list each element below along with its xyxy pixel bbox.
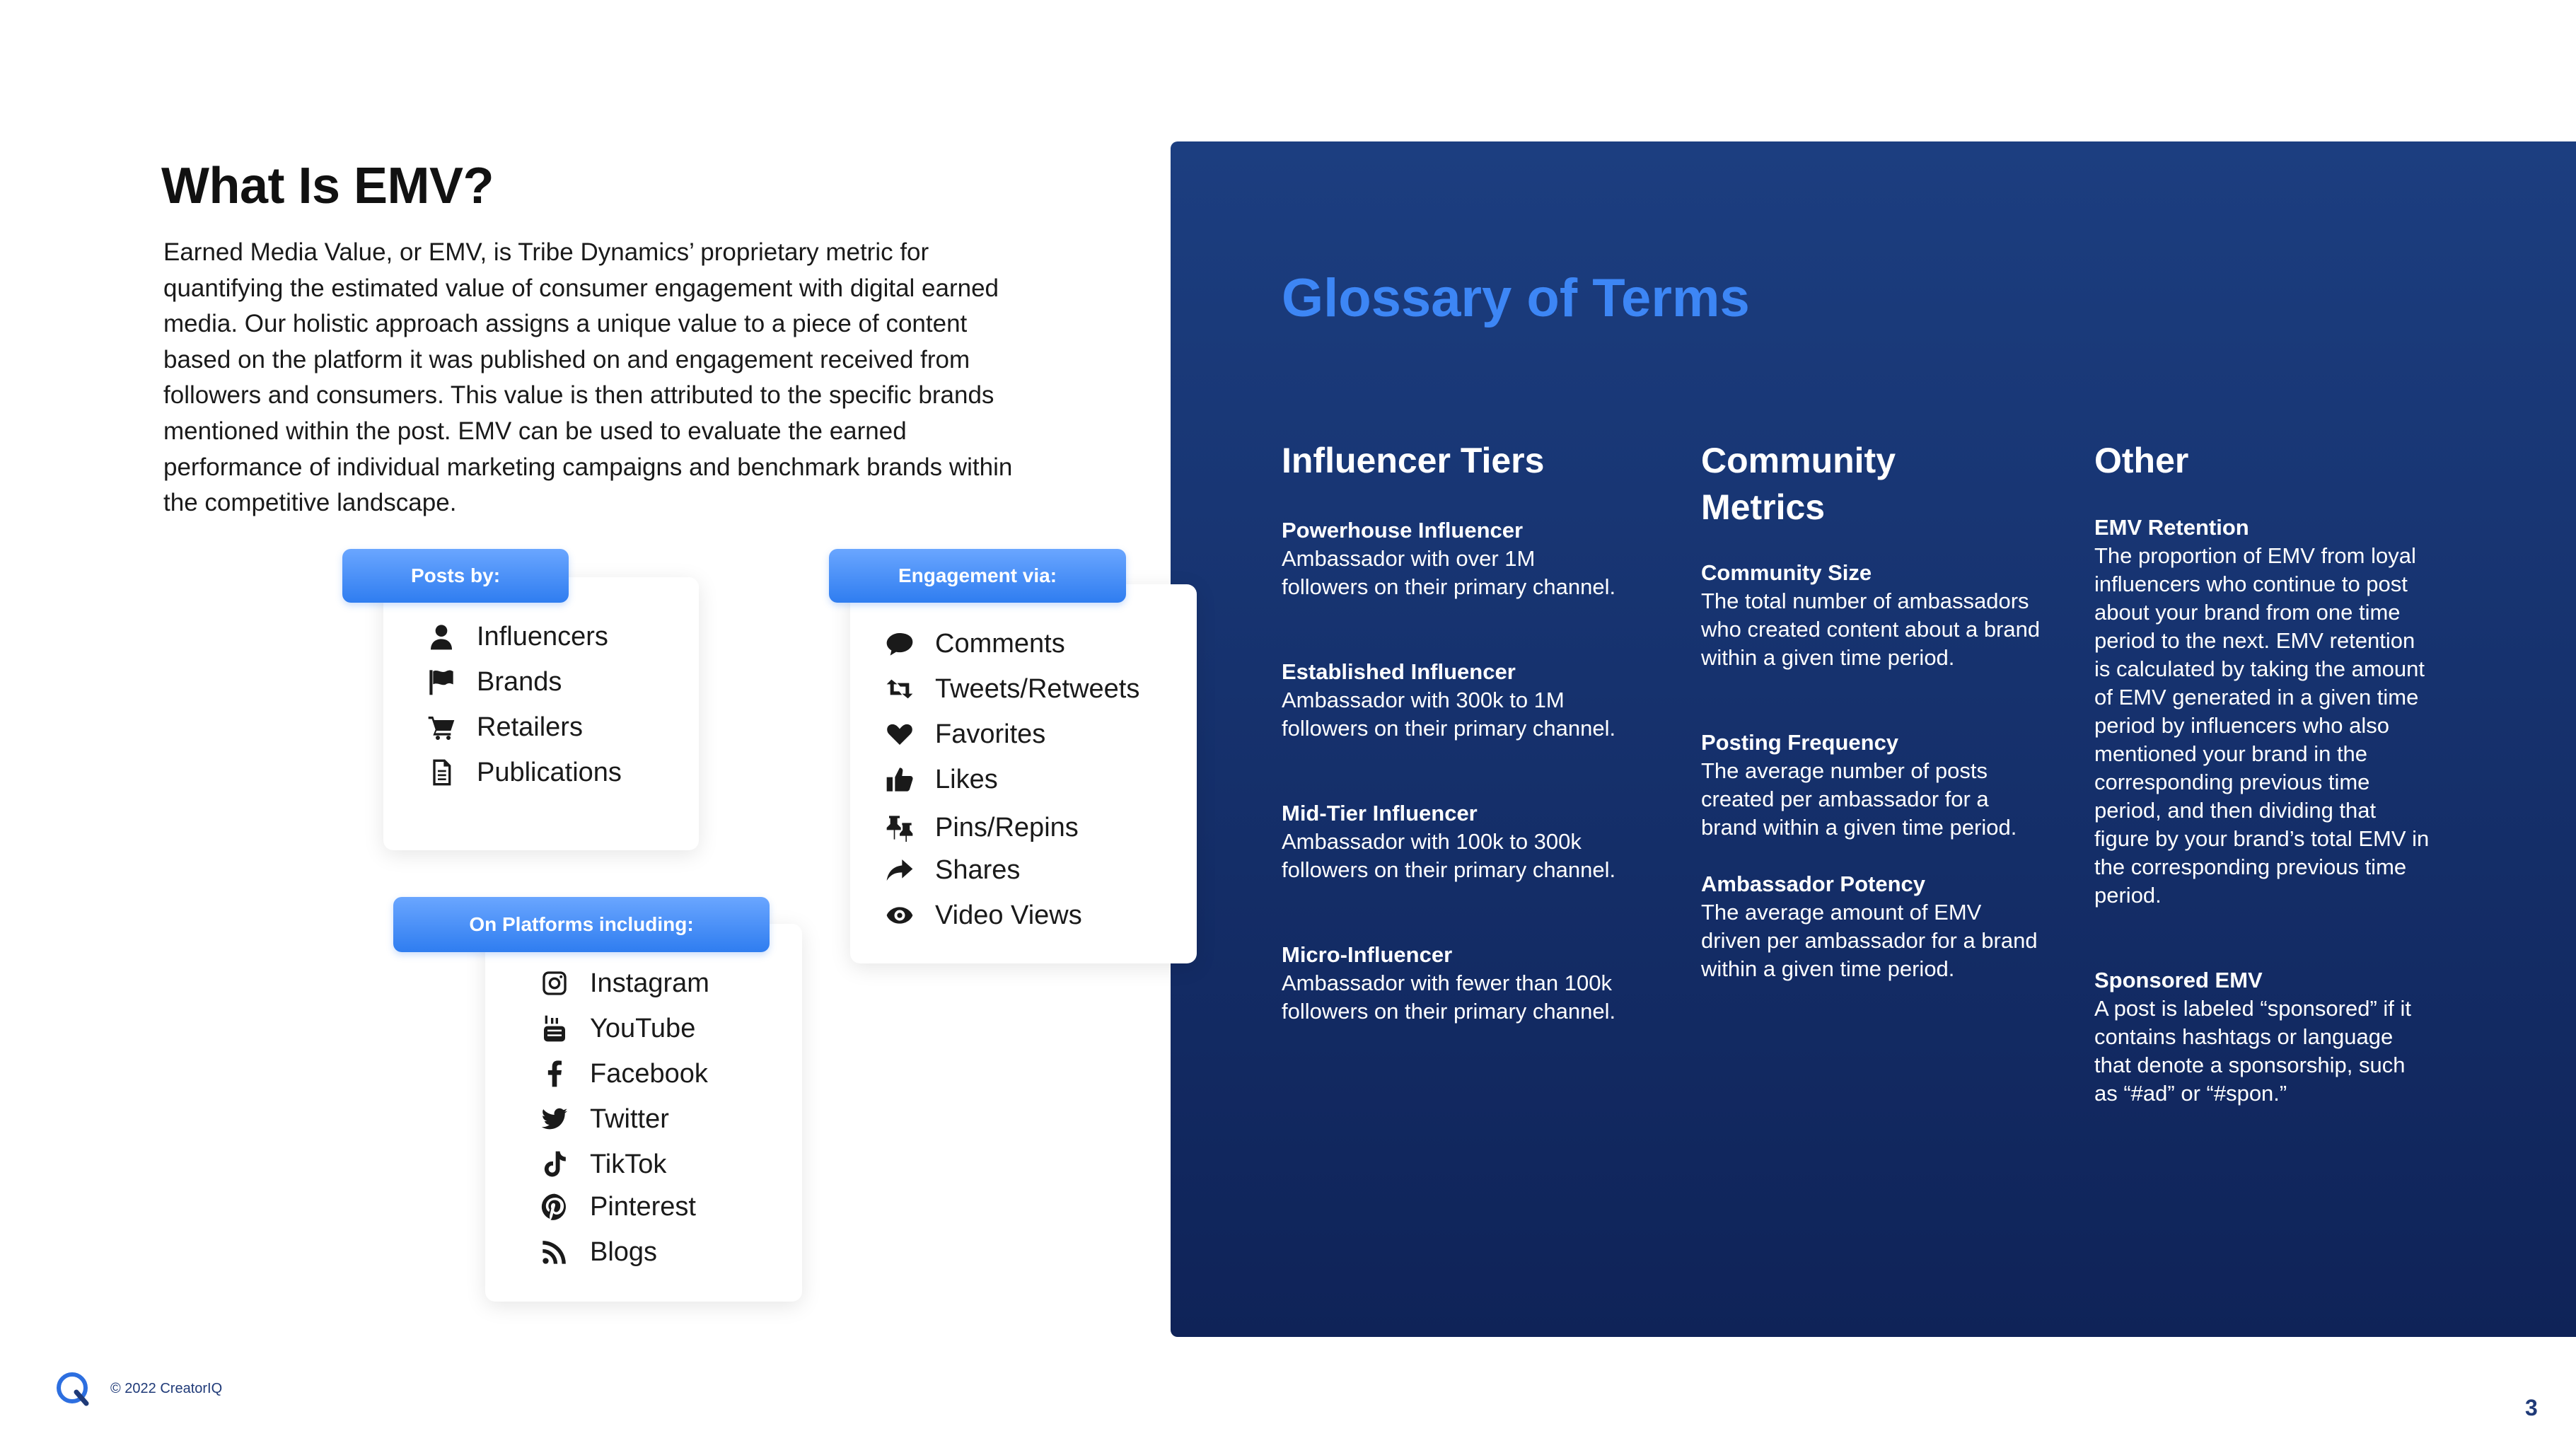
engagement-item-label: Shares [935,855,1021,885]
platform-item-label: Twitter [590,1104,669,1134]
posts-item-label: Influencers [477,621,608,651]
glossary-term [2094,966,2434,1108]
posts-item-publications [424,755,622,789]
term-definition: The average number of posts created per ambassador for a brand within a given time period. [1701,758,2017,840]
facebook-icon [538,1057,572,1091]
term-title: Sponsored EMV [2094,968,2263,992]
platform-item-twitter [538,1102,669,1136]
column-heading-influencer-tiers: Influencer Tiers [1282,441,1545,480]
platforms-pill: On Platforms including: [393,897,770,952]
engagement-item-pins [883,811,1079,845]
platform-item-instagram [538,966,709,1000]
glossary-title: Glossary of Terms [1282,268,1750,328]
posts-item-label: Publications [477,757,622,787]
page-number: 3 [2525,1395,2538,1420]
engagement-item-label: Likes [935,764,998,794]
engagement-item-comments [883,627,1065,661]
posts-item-label: Brands [477,666,562,697]
glossary-term [1282,516,1621,601]
platform-item-label: YouTube [590,1013,696,1043]
platform-item-label: Facebook [590,1058,708,1089]
glossary-term [1701,729,2041,842]
column-heading-community-metrics: Community Metrics [1701,441,1896,527]
document-icon [424,755,458,789]
term-definition: A post is labeled “sponsored” if it contains hashtags or language that denote a sponsorship, such as “#ad” or “#spon.” [2094,996,2412,1106]
term-title: Mid-Tier Influencer [1282,801,1478,826]
column-heading-other: Other [2094,441,2189,480]
platform-item-blogs [538,1235,657,1269]
term-definition: Ambassador with fewer than 100k followers on their primary channel. [1282,971,1616,1024]
posts-item-influencers [424,620,608,654]
instagram-icon [538,966,572,1000]
platform-item-label: Blogs [590,1236,658,1267]
engagement-item-likes [883,763,998,797]
engagement-item-label: Tweets/Retweets [935,673,1140,704]
page-title: What Is EMV? [161,158,494,214]
retweet-icon [883,672,917,706]
glossary-term [1282,658,1621,743]
creatoriq-logo-icon [55,1371,92,1408]
pinterest-icon [538,1190,572,1224]
posts-item-brands [424,665,562,699]
pin-icon [883,811,917,845]
engagement-item-label: Favorites [935,719,1046,749]
thumbs-up-icon [883,763,917,797]
glossary-term [1282,799,1621,884]
platform-item-label: TikTok [590,1149,667,1179]
term-definition: Ambassador with 300k to 1M followers on their primary channel. [1282,688,1616,741]
engagement-item-label: Video Views [935,900,1082,930]
term-title: Powerhouse Influencer [1282,518,1524,543]
copyright-text: © 2022 CreatorIQ [110,1381,223,1396]
engagement-item-tweets [883,672,1139,706]
platform-item-label: Pinterest [590,1191,696,1222]
term-title: Micro-Influencer [1282,942,1453,967]
term-definition: Ambassador with 100k to 300k followers on their primary channel. [1282,829,1616,882]
glossary-term [2094,514,2434,910]
twitter-icon [538,1102,572,1136]
engagement-via-pill: Engagement via: [829,549,1126,603]
eye-icon [883,898,917,932]
term-definition: The proportion of EMV from loyal influencers who continue to post about your brand from one time period to the next. EMV retention is calculated by taking the amount of EMV generated in a given time period by influencers who also mentioned your brand in the corresponding previous time period, and then dividing that figure by your brand’s total EMV in the corresponding previous time period. [2094,543,2430,908]
platform-item-label: Instagram [590,968,709,998]
glossary-term [1282,941,1621,1026]
platform-item-tiktok [538,1147,666,1181]
user-icon [424,620,458,654]
term-title: Community Size [1701,560,1872,585]
glossary-term [1701,870,2041,983]
term-title: Ambassador Potency [1701,871,1925,896]
posts-item-retailers [424,710,583,744]
posts-by-pill: Posts by: [342,549,569,603]
engagement-item-label: Pins/Repins [935,812,1079,842]
cart-icon [424,710,458,744]
engagement-item-label: Comments [935,628,1065,659]
share-icon [883,853,917,887]
flag-icon [424,665,458,699]
platform-item-pinterest [538,1190,696,1224]
platform-item-facebook [538,1057,708,1091]
term-definition: The total number of ambassadors who created content about a brand within a given time period. [1701,589,2041,670]
term-title: Posting Frequency [1701,730,1899,755]
platform-item-youtube [538,1012,695,1046]
rss-icon [538,1235,572,1269]
tiktok-icon [538,1147,572,1181]
engagement-item-video-views [883,898,1082,932]
term-definition: Ambassador with over 1M followers on their primary channel. [1282,546,1616,599]
posts-item-label: Retailers [477,712,583,742]
term-title: Established Influencer [1282,659,1516,684]
glossary-term [1701,559,2041,672]
heart-icon [883,717,917,751]
term-definition: The average amount of EMV driven per ambassador for a brand within a given time period. [1701,900,2038,981]
engagement-item-shares [883,853,1020,887]
intro-paragraph: Earned Media Value, or EMV, is Tribe Dynamics’ proprietary metric for quantifying the estimated value of consumer engagement with digital earned media. Our holistic approach assigns a unique value to a piece of content based on the platform it was published on and engagement received from followers and consumers. This value is then attributed to the specific brands mentioned within the post. EMV can be used to evaluate the earned performance of individual marketing campaigns and benchmark brands within the competitive landscape. [163,238,1013,517]
term-title: EMV Retention [2094,515,2249,540]
engagement-item-favorites [883,717,1045,751]
comment-icon [883,627,917,661]
youtube-icon [538,1012,572,1046]
